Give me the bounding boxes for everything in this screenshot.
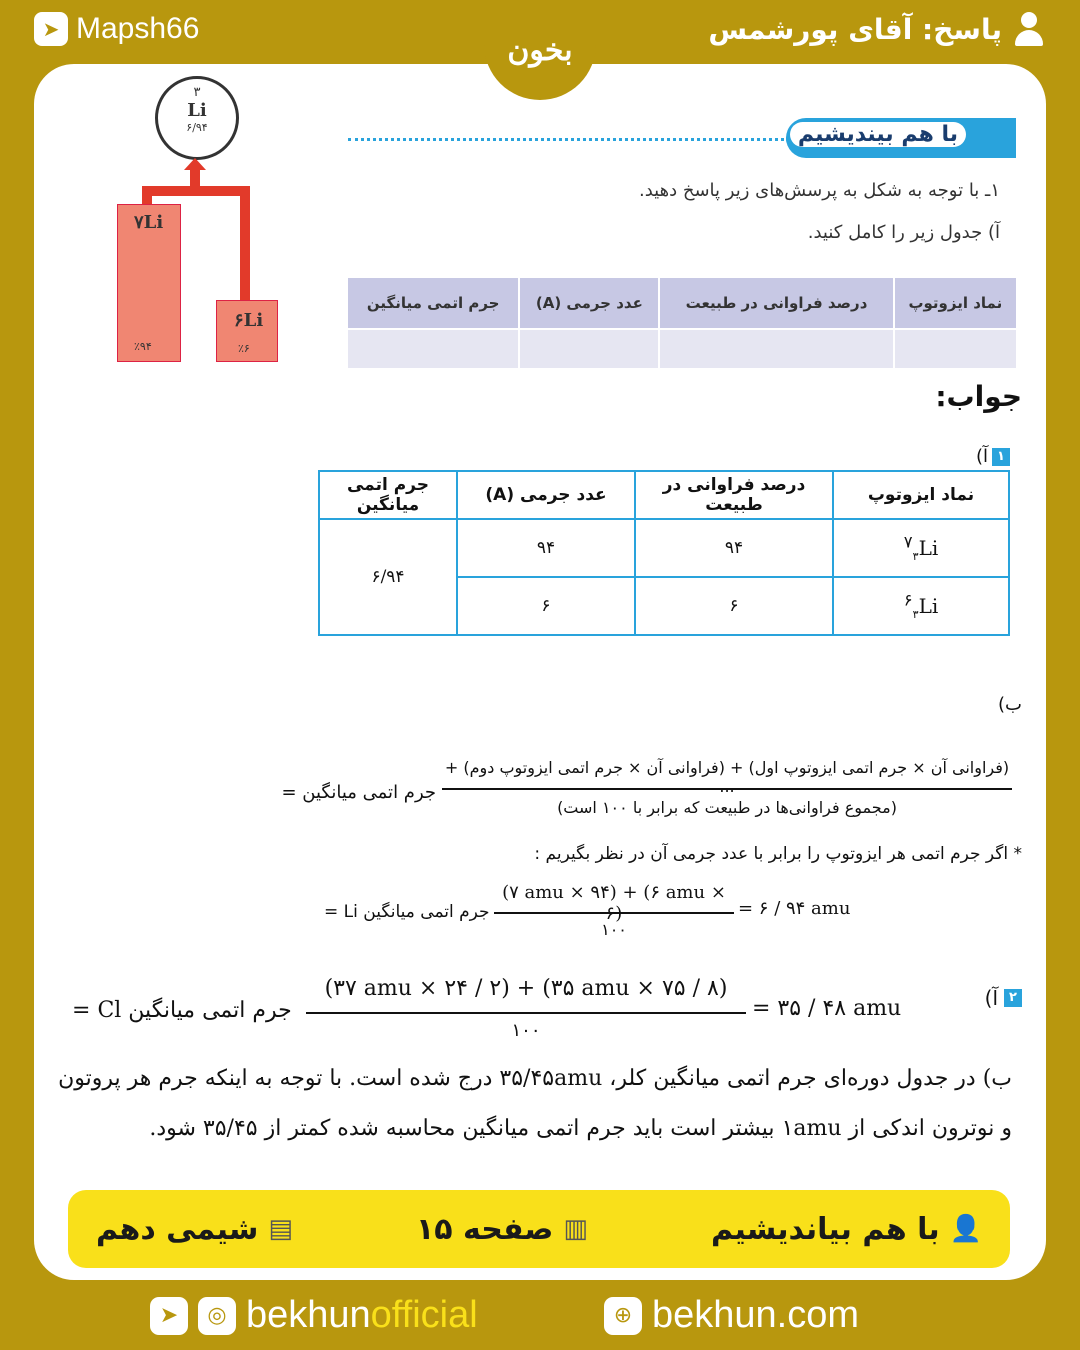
li6-percent: ٪۶ (238, 342, 250, 355)
atomic-number: ۳ (912, 608, 919, 622)
mass-number: ۶ (903, 590, 913, 610)
formula2-lhs: جرم اتمی میانگین Li = (324, 902, 490, 922)
answerer-text: پاسخ: آقای پورشمس (708, 12, 1002, 46)
subject-info (96, 1212, 293, 1247)
abundance-cell: ۶ (635, 577, 833, 635)
answer-1a-label (976, 446, 1010, 467)
question-1a: آ) جدول زیر را کامل کنید. (807, 222, 1000, 243)
mass-number-cell: ۶ (457, 577, 635, 635)
arrow-head-icon (184, 158, 206, 170)
handle-text (246, 1294, 478, 1337)
fraction-line (494, 912, 734, 914)
handle-part-b: official (370, 1294, 478, 1336)
table-header: درصد فراوانی در طبیعت (635, 471, 833, 519)
globe-icon: ⊕ (604, 1297, 642, 1335)
instagram-icon: ◎ (198, 1297, 236, 1335)
table-header: جرم اتمی میانگین (319, 471, 457, 519)
page-label: صفحه ۱۵ (415, 1211, 554, 1247)
answer-table (318, 470, 1010, 636)
formula1-numerator: (فراوانی آن × جرم اتمی ایزوتوپ اول) + (فراوانی آن × جرم اتمی ایزوتوپ دوم) + ... (444, 758, 1010, 796)
fraction-line (442, 788, 1012, 790)
formula1-lhs: جرم اتمی میانگین = (281, 782, 436, 803)
telegram-channel[interactable] (34, 12, 199, 46)
table-header: جرم اتمی میانگین (347, 277, 519, 329)
symbol: Li (918, 594, 939, 619)
bottom-bar (0, 1286, 1080, 1350)
section-label: با هم بیاندیشیم (710, 1211, 940, 1247)
formula3-denominator: ۱۰۰ (511, 1020, 541, 1041)
connector (142, 186, 250, 196)
logo-text: بخون (507, 32, 573, 68)
empty-table (346, 276, 1018, 370)
lithium-element-circle (155, 76, 239, 160)
channel-name: Mapsh66 (76, 12, 200, 45)
connector-left (142, 186, 152, 206)
section-info (711, 1212, 982, 1247)
telegram-icon: ➤ (150, 1297, 188, 1335)
formula3-numerator: (۳۷ amu × ۲۴ / ۲) + (۳۵ amu × ۷۵ / ۸) (324, 976, 728, 1001)
answerer (708, 12, 1046, 46)
q2-label: آ) (984, 986, 998, 1010)
question-1: ۱ـ با توجه به شکل به پرسش‌های زیر پاسخ دهید. (639, 180, 1000, 201)
badge-2: ۲ (1004, 989, 1022, 1007)
answer-2a-label (985, 986, 1022, 1010)
atomic-number: ۳ (912, 550, 919, 564)
note: * اگر جرم اتمی هر ایزوتوپ را برابر با عدد جرمی آن در نظر بگیریم : (534, 844, 1022, 864)
table-cell (659, 329, 893, 369)
badge-1: ۱ (992, 448, 1010, 466)
li7-label: ۷Li (134, 212, 164, 233)
website-link[interactable] (604, 1294, 859, 1337)
telegram-icon: ➤ (34, 12, 68, 46)
header-dotted-line (348, 138, 784, 141)
average-mass-cell: ۶/۹۴ (319, 519, 457, 635)
table-cell (894, 329, 1017, 369)
content-card (34, 64, 1046, 1280)
atomic-number: ۳ (193, 85, 201, 100)
table-row (319, 519, 1009, 577)
website-text: bekhun.com (652, 1294, 860, 1336)
teacher-icon: 👤 (949, 1214, 982, 1244)
table-header: درصد فراوانی در طبیعت (659, 277, 893, 329)
abundance-cell: ۹۴ (635, 519, 833, 577)
table-header: عدد جرمی (A) (457, 471, 635, 519)
table-header: نماد ایزوتوپ (833, 471, 1009, 519)
mass-number: ۷ (903, 532, 913, 552)
table-cell (347, 329, 519, 369)
element-mass: ۶/۹۴ (186, 121, 208, 134)
question-header: با هم بیندیشیم (790, 122, 966, 147)
social-handle[interactable] (150, 1294, 478, 1337)
fraction-line (306, 1012, 746, 1014)
symbol: Li (918, 536, 939, 561)
page-info (416, 1212, 588, 1247)
part-a-label: آ) (975, 446, 988, 467)
isotope-symbol (833, 519, 1009, 577)
table-header: نماد ایزوتوپ (894, 277, 1017, 329)
table-header: عدد جرمی (A) (519, 277, 659, 329)
subject-label: شیمی دهم (96, 1211, 259, 1247)
li7-percent: ٪۹۴ (134, 340, 152, 353)
book-icon: ▥ (563, 1214, 588, 1244)
formula3-result: = ۳۵ / ۴۸ amu (752, 996, 902, 1021)
li6-label: ۶Li (234, 310, 264, 331)
connector-right (240, 186, 250, 302)
mass-number-cell: ۹۴ (457, 519, 635, 577)
answer-title: جواب: (935, 380, 1022, 413)
formula2-numerator: (۷ amu × ۹۴) + (۶ amu × ۶) (502, 882, 726, 924)
formula1-denominator: (مجموع فراوانی‌ها در طبیعت که برابر با ۱۰۰ است) (557, 798, 897, 817)
table-cell (519, 329, 659, 369)
graduation-icon: ▤ (268, 1214, 293, 1244)
part-b-label: ب) (998, 694, 1022, 715)
element-symbol: Li (187, 100, 207, 121)
user-icon (1012, 12, 1046, 46)
formula2-denominator: ۱۰۰ (601, 920, 627, 939)
part-b2-text: ب) در جدول دوره‌ای جرم اتمی میانگین کلر، ۳۵/۴۵amu درج شده است. با توجه به اینکه جرم هر پروتون و نوترون اندکی از ۱amu بیشتر است باید جرم اتمی میانگین محاسبه شده کمتر از ۳۵/۴۵ شود. (58, 1066, 1012, 1141)
formula2-result: = ۶ / ۹۴ amu (738, 898, 851, 919)
footer-band (68, 1190, 1010, 1268)
handle-part-a: bekhun (246, 1294, 371, 1336)
isotope-symbol (833, 577, 1009, 635)
formula3-lhs: جرم اتمی میانگین Cl = (72, 998, 292, 1023)
